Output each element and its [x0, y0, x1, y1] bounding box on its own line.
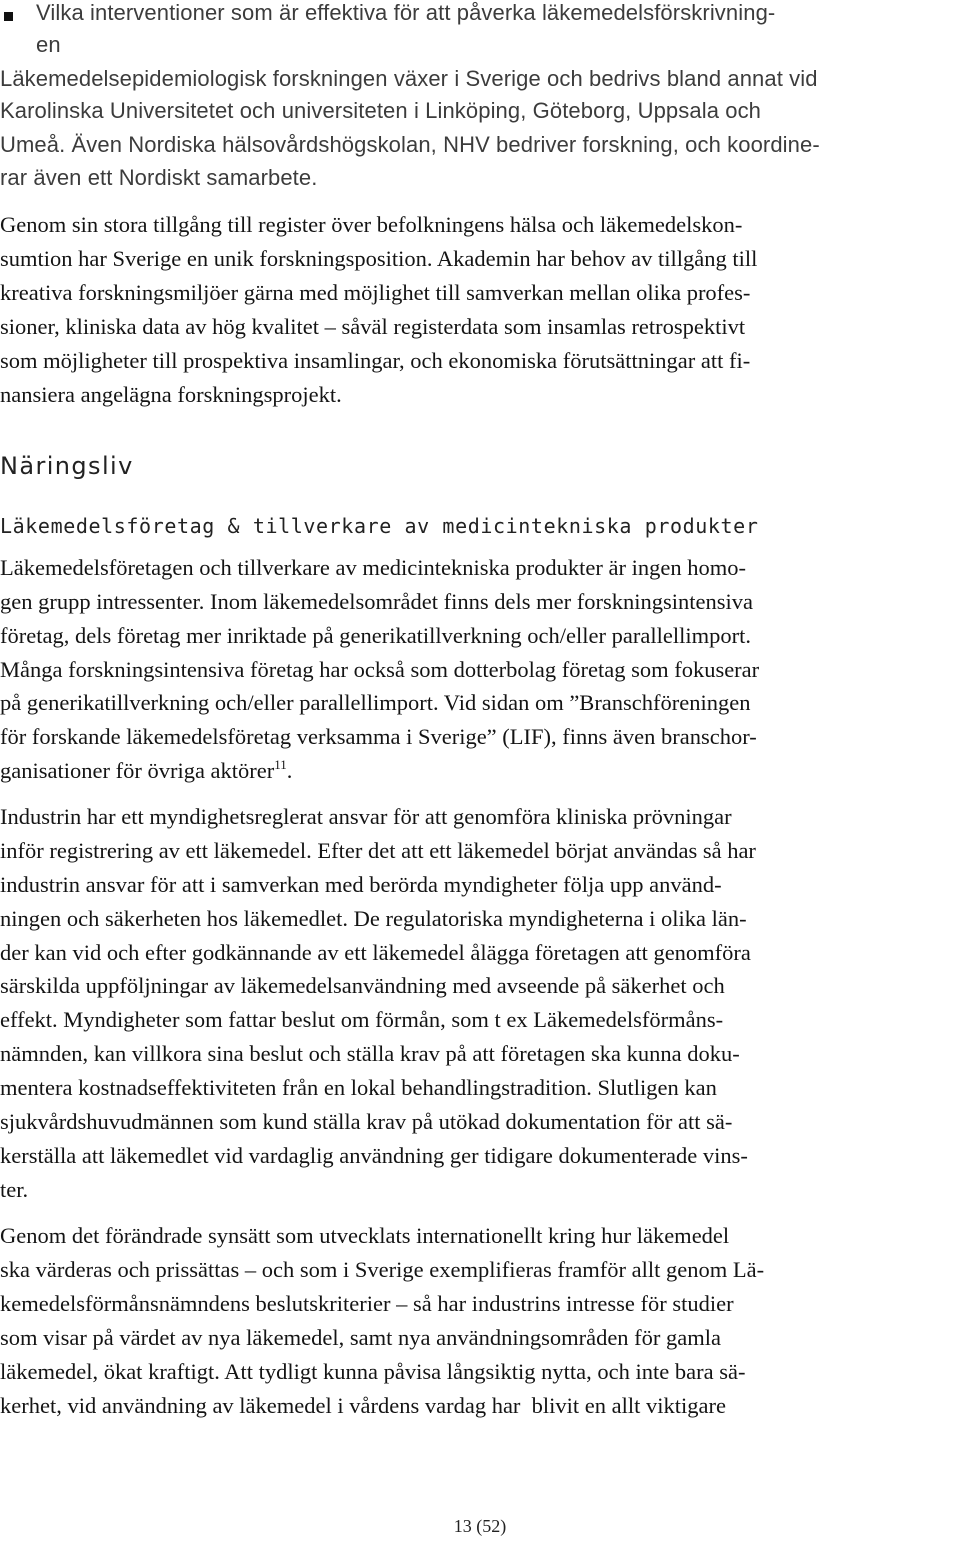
paragraph-line: på generikatillverkning och/eller parallellimport. Vid sidan om ”Branschföreningen	[0, 690, 751, 715]
subsection-heading: Läkemedelsföretag & tillverkare av medicintekniska produkter	[0, 514, 759, 538]
paragraph-line: läkemedel, ökat kraftigt. Att tydligt kunna påvisa långsiktig nytta, och inte bara sä-	[0, 1359, 746, 1384]
paragraph-line: kemedelsförmånsnämndens beslutskriterier – så har industrins intresse för studier	[0, 1291, 734, 1316]
paragraph-line: inför registrering av ett läkemedel. Efter det att ett läkemedel börjat användas så har	[0, 838, 756, 863]
paragraph-line: industrin ansvar för att i samverkan med berörda myndigheter följa upp använd-	[0, 872, 722, 897]
paragraph-line: kerhet, vid användning av läkemedel i vårdens vardag har blivit en allt viktigare	[0, 1393, 726, 1418]
paragraph-line: ter.	[0, 1177, 29, 1202]
paragraph-line: sjukvårdshuvudmännen som kund ställa krav på utökad dokumentation för att sä-	[0, 1109, 733, 1134]
paragraph-line: som möjligheter till prospektiva insamlingar, och ekonomiska förutsättningar att fi-	[0, 348, 751, 373]
paragraph-line: gen grupp intressenter. Inom läkemedelsområdet finns dels mer forskningsintensiva	[0, 589, 753, 614]
paragraph-line-tail: .	[286, 758, 293, 783]
paragraph-line: Många forskningsintensiva företag har också som dotterbolag företag som fokuserar	[0, 657, 760, 682]
bullet-line: Vilka interventioner som är effektiva för att påverka läkemedelsförskrivning-	[36, 0, 776, 25]
page-number: 13 (52)	[453, 1516, 507, 1536]
paragraph-line: sumtion har Sverige en unik forskningsposition. Akademin har behov av tillgång till	[0, 246, 758, 271]
paragraph-line: mentera kostnadseffektiviteten från en lokal behandlingstradition. Slutligen kan	[0, 1075, 717, 1100]
paragraph-line: der kan vid och efter godkännande av ett läkemedel ålägga företagen att genomföra	[0, 940, 751, 965]
paragraph-line: nämnden, kan villkora sina beslut och ställa krav på att företagen ska kunna doku-	[0, 1041, 740, 1066]
paragraph-line: Genom sin stora tillgång till register över befolkningens hälsa och läkemedelskon-	[0, 212, 743, 237]
paragraph-line: effekt. Myndigheter som fattar beslut om förmån, som t ex Läkemedelsförmåns-	[0, 1007, 724, 1032]
paragraph-line: ska värderas och prissättas – och som i Sverige exemplifieras framför allt genom Lä-	[0, 1257, 765, 1282]
bullet-square-icon	[4, 12, 13, 21]
paragraph-line: företag, dels företag mer inriktade på generikatillverkning och/eller parallellimport.	[0, 623, 751, 648]
paragraph-line: Läkemedelsföretagen och tillverkare av medicintekniska produkter är ingen homo-	[0, 555, 746, 580]
paragraph-line: kreativa forskningsmiljöer gärna med möjlighet till samverkan mellan olika profes-	[0, 280, 751, 305]
paragraph-line-text: ganisationer för övriga aktörer	[0, 758, 275, 783]
paragraph-line: kerställa att läkemedlet vid vardaglig användning ger tidigare dokumenterade vins-	[0, 1143, 748, 1168]
bullet-line: en	[36, 32, 61, 57]
paragraph-line: för forskande läkemedelsföretag verksamma i Sverige” (LIF), finns även branschor-	[0, 724, 757, 749]
paragraph-line: ningen och säkerheten hos läkemedlet. De regulatoriska myndigheterna i olika län-	[0, 906, 747, 931]
section-heading: Näringsliv	[0, 452, 134, 480]
paragraph-line: nansiera angelägna forskningsprojekt.	[0, 382, 342, 407]
paragraph-line: Karolinska Universitetet och universiteten i Linköping, Göteborg, Uppsala och	[0, 98, 762, 123]
paragraph-line: sioner, kliniska data av hög kvalitet – såväl registerdata som insamlas retrospektivt	[0, 314, 746, 339]
footnote-reference[interactable]: 11	[274, 757, 287, 772]
paragraph-line: Genom det förändrade synsätt som utvecklats internationellt kring hur läkemedel	[0, 1223, 730, 1248]
paragraph-line-last	[0, 758, 292, 784]
paragraph-line: Umeå. Även Nordiska hälsovårdshögskolan, NHV bedriver forskning, och koordine-	[0, 132, 820, 157]
paragraph-line: Läkemedelsepidemiologisk forskningen växer i Sverige och bedrivs bland annat vid	[0, 66, 818, 91]
paragraph-line: rar även ett Nordiskt samarbete.	[0, 165, 318, 190]
paragraph-line: Industrin har ett myndighetsreglerat ansvar för att genomföra kliniska prövningar	[0, 804, 732, 829]
paragraph-line: särskilda uppföljningar av läkemedelsanvändning med avseende på säkerhet och	[0, 973, 725, 998]
paragraph-line: som visar på värdet av nya läkemedel, samt nya användningsområden för gamla	[0, 1325, 722, 1350]
